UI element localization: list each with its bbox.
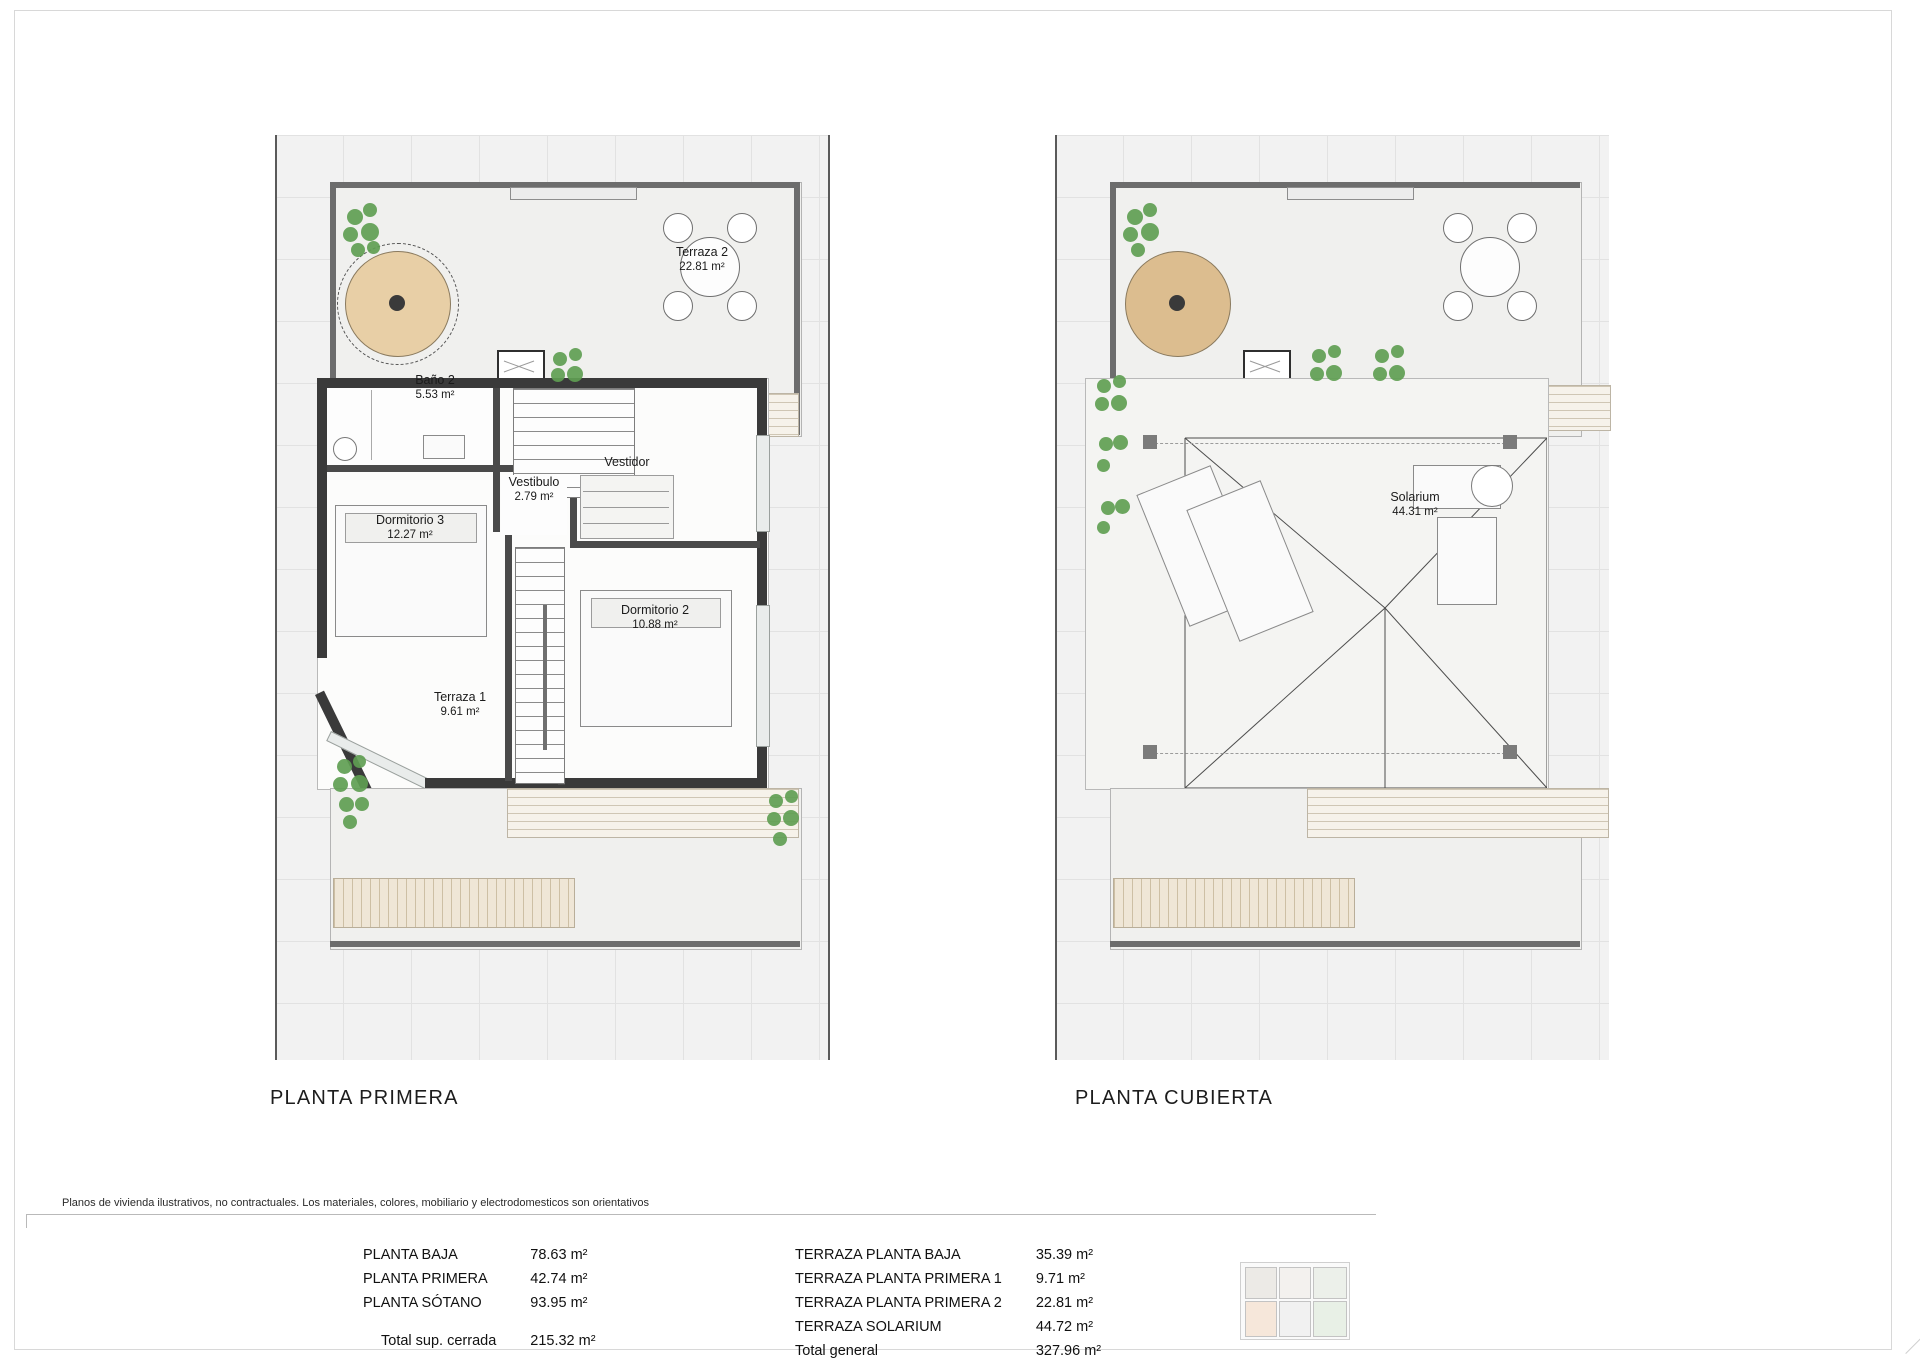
plot-boundary-left-cubierta xyxy=(1055,135,1057,1060)
terrace-chair-bottom-right xyxy=(727,291,757,321)
table-row xyxy=(363,1267,596,1291)
plant-icon-cubierta-4 xyxy=(1373,345,1415,387)
area-value-total-general: 327.96 m² xyxy=(1035,1343,1102,1359)
table-row xyxy=(363,1315,596,1353)
pergola-post-tl xyxy=(1143,435,1157,449)
room-name-terraza-2: Terraza 2 xyxy=(675,245,729,259)
pergola-post-tr xyxy=(1503,435,1517,449)
room-area-solarium: 44.31 m² xyxy=(1392,506,1438,518)
table-row xyxy=(795,1315,1101,1339)
room-label-dormitorio-2 xyxy=(575,603,735,633)
thumb-block-6 xyxy=(1313,1301,1347,1337)
area-label-terraza-primera-2: TERRAZA PLANTA PRIMERA 2 xyxy=(795,1295,1002,1311)
cubierta-lower-decking-right xyxy=(1307,788,1609,838)
plant-icon-cubierta-2 xyxy=(1095,375,1135,545)
pergola-post-bl xyxy=(1143,745,1157,759)
terraza-2-railing-detail xyxy=(510,187,637,200)
terrace-chair-bottom-left xyxy=(663,291,693,321)
room-area-vestibulo: 2.79 m² xyxy=(514,491,554,503)
area-label-planta-primera: PLANTA PRIMERA xyxy=(363,1271,488,1287)
thumb-block-3 xyxy=(1313,1267,1347,1299)
plant-icon-mid-right xyxy=(551,348,591,390)
divider-line xyxy=(26,1214,1376,1215)
plant-icon-cubierta-3 xyxy=(1310,345,1352,387)
plot-boundary-left xyxy=(275,135,277,1060)
area-value-terraza-primera-1: 9.71 m² xyxy=(1035,1271,1085,1287)
cubierta-parapet-bottom xyxy=(1110,941,1580,947)
room-label-vestibulo xyxy=(454,475,614,505)
plant-icon-cubierta-1 xyxy=(1123,203,1167,261)
area-value-total-cerrada: 215.32 m² xyxy=(530,1333,596,1349)
key-plan-thumbnail xyxy=(1240,1262,1350,1340)
room-name-bano-2: Baño 2 xyxy=(415,373,455,387)
terrace-table-cubierta xyxy=(1460,237,1520,297)
table-row xyxy=(363,1291,596,1315)
table-row xyxy=(795,1267,1101,1291)
thumb-block-1 xyxy=(1245,1267,1277,1299)
window-right-lower xyxy=(756,605,770,747)
area-label-total-cerrada: Total sup. cerrada xyxy=(381,1333,497,1349)
area-value-terraza-solarium: 44.72 m² xyxy=(1035,1319,1094,1335)
plot-boundary-right xyxy=(828,135,830,1060)
room-name-dormitorio-2: Dormitorio 2 xyxy=(620,603,690,617)
area-label-terraza-planta-baja: TERRAZA PLANTA BAJA xyxy=(795,1247,961,1263)
terraza-1-decking-bottom xyxy=(333,878,575,928)
room-area-terraza-1: 9.61 m² xyxy=(440,706,480,718)
sink-icon xyxy=(423,435,465,459)
outdoor-armchair xyxy=(1437,517,1497,605)
plan-title-planta-primera: PLANTA PRIMERA xyxy=(270,1087,459,1109)
thumb-block-4 xyxy=(1245,1301,1277,1337)
area-label-planta-sotano: PLANTA SÓTANO xyxy=(363,1295,482,1311)
wall-left xyxy=(317,378,327,658)
room-name-dormitorio-3: Dormitorio 3 xyxy=(375,513,445,527)
room-label-vestidor xyxy=(547,455,707,470)
vestidor-shelf-3 xyxy=(583,523,669,524)
divider-tick-left xyxy=(26,1214,27,1228)
terraza-1-parapet-bottom xyxy=(330,941,800,947)
area-label-total-general: Total general xyxy=(795,1343,879,1359)
area-value-terraza-planta-baja: 35.39 m² xyxy=(1035,1247,1094,1263)
room-label-terraza-1 xyxy=(380,690,540,720)
plan-planta-primera xyxy=(270,135,840,1109)
areas-table-right xyxy=(795,1243,1101,1363)
terrace-chair-top-left xyxy=(663,213,693,243)
area-label-terraza-primera-1: TERRAZA PLANTA PRIMERA 1 xyxy=(795,1271,1002,1287)
room-label-solarium xyxy=(1335,490,1495,520)
room-area-terraza-2: 22.81 m² xyxy=(679,261,725,273)
pergola-dash-top xyxy=(1145,443,1515,444)
thumb-block-5 xyxy=(1279,1301,1311,1337)
plant-icon-bottom-right xyxy=(767,790,807,854)
spiral-staircase-dashed-outline xyxy=(337,243,459,365)
plan-planta-cubierta xyxy=(1055,135,1620,1109)
toilet-icon xyxy=(333,437,357,461)
room-name-vestidor: Vestidor xyxy=(604,455,650,469)
stair-handrail xyxy=(543,605,547,750)
pergola-post-br xyxy=(1503,745,1517,759)
room-area-bano-2: 5.53 m² xyxy=(415,389,455,401)
pergola-dash-bottom xyxy=(1145,753,1515,754)
room-label-terraza-2 xyxy=(622,245,782,275)
terrace-chair-top-right xyxy=(727,213,757,243)
sheet-corner-mark xyxy=(1872,1320,1906,1354)
area-value-planta-primera: 42.74 m² xyxy=(530,1271,588,1287)
room-name-terraza-1: Terraza 1 xyxy=(433,690,487,704)
area-label-terraza-solarium: TERRAZA SOLARIUM xyxy=(795,1319,942,1335)
table-row xyxy=(795,1339,1101,1363)
room-label-dormitorio-3 xyxy=(330,513,490,543)
vestidor-shelf-2 xyxy=(583,507,669,508)
spiral-staircase-core-cubierta xyxy=(1169,295,1185,311)
room-name-vestibulo: Vestibulo xyxy=(508,475,560,489)
thumb-block-2 xyxy=(1279,1267,1311,1299)
terrace-chair-bottom-left-cubierta xyxy=(1443,291,1473,321)
terrace-chair-top-left-cubierta xyxy=(1443,213,1473,243)
wall-bottom-left-stub xyxy=(425,778,511,788)
room-area-dormitorio-3: 12.27 m² xyxy=(387,529,433,541)
table-row xyxy=(363,1243,596,1267)
cubierta-lower-decking-bottom xyxy=(1113,878,1355,928)
areas-table-left xyxy=(363,1243,596,1353)
partition-dorm3 xyxy=(505,531,512,781)
partition-vestidor-bottom xyxy=(570,541,760,548)
cubierta-railing-detail xyxy=(1287,187,1414,200)
room-name-solarium: Solarium xyxy=(1390,490,1440,504)
disclaimer-text: Planos de vivienda ilustrativos, no contractuales. Los materiales, colores, mobiliario y electrodomesticos son orientativos xyxy=(62,1197,649,1209)
terrace-chair-bottom-right-cubierta xyxy=(1507,291,1537,321)
area-label-planta-baja: PLANTA BAJA xyxy=(363,1247,458,1263)
plant-icon-bottom-left xyxy=(333,755,377,835)
table-row xyxy=(795,1243,1101,1267)
window-right-upper xyxy=(756,435,770,532)
terraza-1-decking-right xyxy=(507,788,799,838)
area-value-planta-baja: 78.63 m² xyxy=(530,1247,588,1263)
table-row xyxy=(795,1291,1101,1315)
room-label-bano-2 xyxy=(355,373,515,403)
plant-icon-top-left xyxy=(343,203,387,261)
plan-title-planta-cubierta: PLANTA CUBIERTA xyxy=(1075,1087,1274,1109)
room-area-dormitorio-2: 10.88 m² xyxy=(632,619,678,631)
interior-stair-lower xyxy=(515,547,565,784)
terrace-chair-top-right-cubierta xyxy=(1507,213,1537,243)
area-value-planta-sotano: 93.95 m² xyxy=(530,1295,588,1311)
area-value-terraza-primera-2: 22.81 m² xyxy=(1035,1295,1094,1311)
